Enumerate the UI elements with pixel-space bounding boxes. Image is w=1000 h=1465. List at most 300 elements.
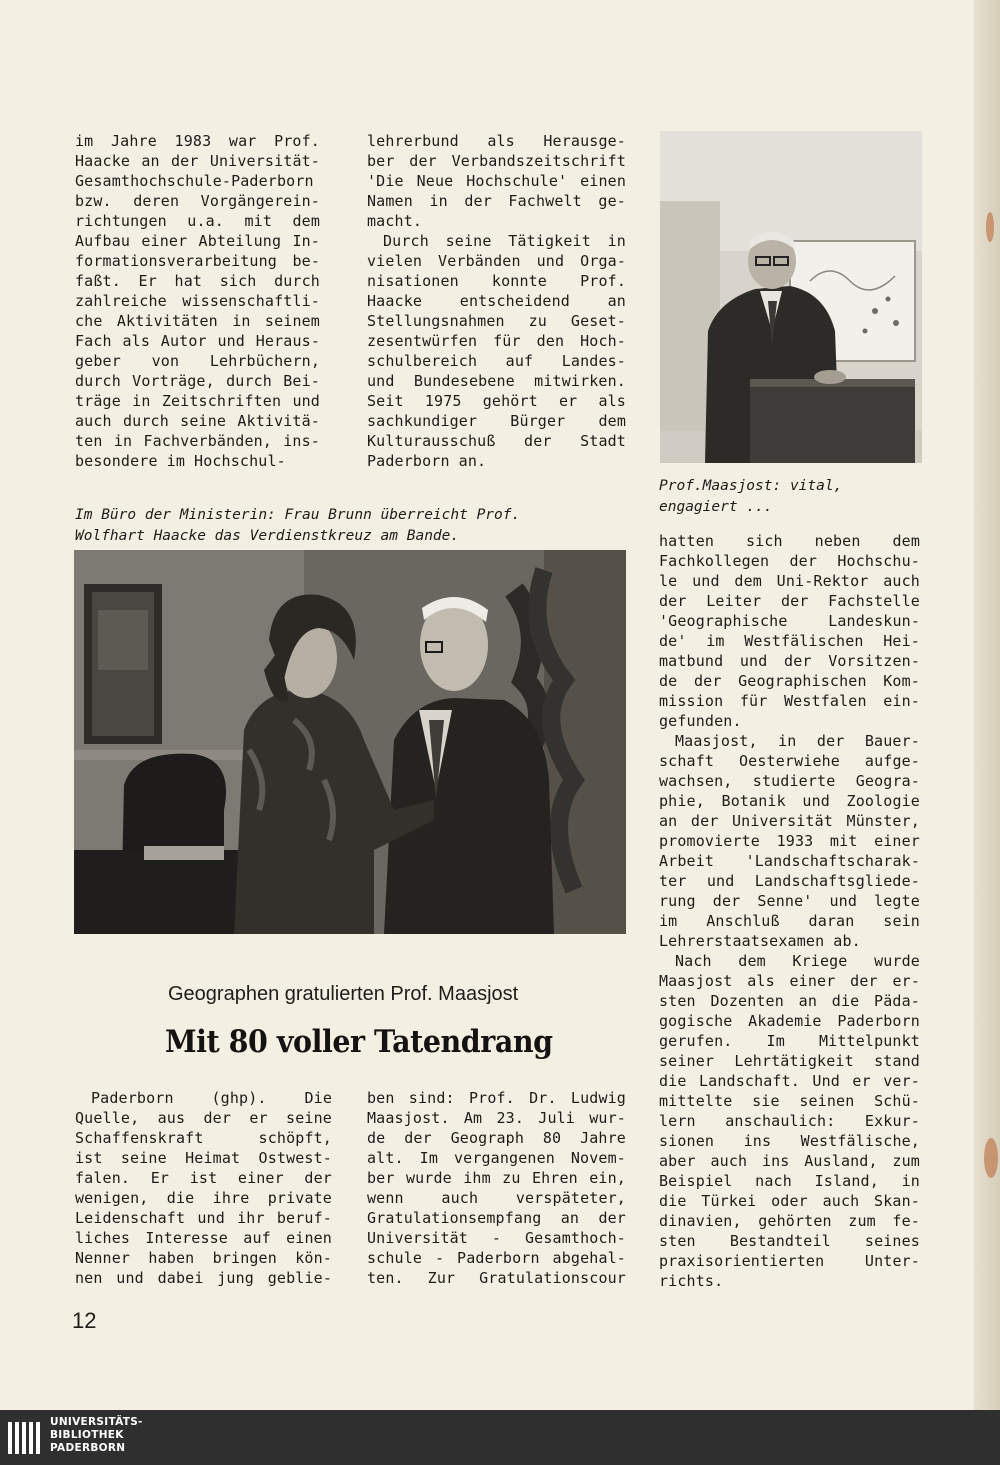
word: anschaulich: (725, 1112, 836, 1130)
word: Im (766, 1032, 785, 1050)
text-line (75, 291, 320, 311)
word: der (304, 1169, 332, 1187)
text-line (367, 1168, 626, 1188)
word: war (228, 132, 257, 150)
word: ter (659, 872, 687, 890)
word: Durch (383, 232, 429, 250)
word: einer (789, 972, 836, 990)
word: ben (367, 1089, 395, 1107)
article-right-column (659, 531, 920, 1291)
text-line (367, 311, 626, 331)
text-line (75, 1188, 332, 1208)
word: für (493, 332, 521, 350)
text-line (659, 871, 920, 891)
word: aufge- (864, 752, 920, 770)
text-line (75, 151, 320, 171)
text-line (659, 551, 920, 571)
word: le (659, 572, 678, 590)
word: zahlreiche (75, 292, 167, 310)
word: der (409, 152, 437, 170)
word: Tätigkeit (508, 232, 591, 250)
word: ihm (463, 1169, 491, 1187)
word: Maasjost. (367, 1109, 450, 1127)
word: 1975 (424, 392, 462, 410)
word: Er (150, 1169, 170, 1187)
word: Heraus- (255, 332, 320, 350)
word: der (203, 1109, 232, 1127)
word: formationsverarbeitung (75, 252, 277, 270)
word: seinen (799, 1092, 855, 1110)
page-number: 12 (72, 1308, 97, 1333)
word: er (249, 1109, 268, 1127)
word: an (607, 292, 626, 310)
word: wurde (874, 952, 920, 970)
word: Westfälische, (800, 1132, 920, 1150)
text-line (659, 731, 920, 751)
word: Botanik (721, 792, 786, 810)
word: private (267, 1189, 332, 1207)
article-top-column-2 (367, 131, 626, 471)
text-line (75, 251, 320, 271)
word: seine (286, 1109, 332, 1127)
text-line (75, 131, 320, 151)
word: Kom- (883, 672, 920, 690)
word: die (659, 1192, 687, 1210)
word: und (116, 1269, 144, 1287)
text-line (75, 371, 320, 391)
word: Dozenten (710, 992, 784, 1010)
word: Paderborn (457, 1249, 540, 1267)
word: Fach (75, 332, 112, 350)
article-top-column-1 (75, 131, 320, 471)
word: Arbeit (659, 852, 715, 870)
word: zu (502, 1169, 521, 1187)
text-line (75, 431, 320, 451)
word: ten (75, 432, 103, 450)
word: Zeitschriften (161, 392, 282, 410)
text-line (367, 191, 626, 211)
text-line (367, 271, 626, 291)
word: 1933 (776, 832, 814, 850)
word: 23. (496, 1109, 525, 1127)
word: Universität- (209, 152, 320, 170)
text-line (75, 1088, 332, 1108)
word: Beispiel (659, 1172, 733, 1190)
text-line (367, 1108, 626, 1128)
text-line (367, 1148, 626, 1168)
word: als (487, 132, 515, 150)
word: Abteilung (198, 232, 282, 250)
word: für (739, 692, 768, 710)
word: Und (812, 1072, 840, 1090)
word: der (816, 732, 845, 750)
text-line (75, 351, 320, 371)
word: gehört (482, 392, 538, 410)
word: lehrerbund (367, 132, 459, 150)
word: der (171, 152, 199, 170)
word: macht. (367, 212, 423, 230)
word: phie, (659, 792, 705, 810)
word: liches (75, 1229, 131, 1247)
library-logo-icon (6, 1418, 46, 1458)
word: Interesse (145, 1229, 228, 1247)
word: auch (822, 1192, 860, 1210)
text-line (659, 931, 920, 951)
word: auf (243, 1229, 271, 1247)
word: gehörten (758, 1212, 832, 1230)
word: und (692, 572, 720, 590)
text-line (659, 1251, 920, 1271)
word: Am (463, 1109, 483, 1127)
word: wenigen, (75, 1189, 149, 1207)
text-line (367, 351, 626, 371)
text-line (659, 771, 920, 791)
word: Mittelpunkt (818, 1032, 920, 1050)
word: in (778, 732, 797, 750)
word: der (404, 1129, 432, 1147)
word: der (850, 972, 878, 990)
word: in (132, 392, 151, 410)
word: beruf- (276, 1209, 332, 1227)
text-line (75, 411, 320, 431)
word: lern (659, 1112, 696, 1130)
word: an. (458, 452, 487, 470)
text-line (659, 831, 920, 851)
word: nen (75, 1269, 103, 1287)
word: seiner (659, 1052, 715, 1070)
word: Kriege (792, 952, 848, 970)
word: mit (829, 832, 858, 850)
word: Vorträge, (132, 372, 215, 390)
text-line (659, 1051, 920, 1071)
text-line (367, 411, 626, 431)
word: sionen (659, 1132, 715, 1150)
page-scan-edge (974, 0, 1000, 1410)
word: rung (659, 892, 696, 910)
word: 'Geographische (659, 612, 788, 630)
word: Orga- (580, 252, 626, 270)
word: Geogra- (855, 772, 920, 790)
word: durch (123, 412, 169, 430)
text-line (659, 1231, 920, 1251)
word: Westfälischen (744, 632, 864, 650)
word: und (739, 652, 768, 670)
photo-ministry-award-image (74, 550, 626, 934)
word: der (659, 592, 687, 610)
word: Geograph (450, 1129, 525, 1147)
word: der (784, 652, 812, 670)
word: ihre (212, 1189, 250, 1207)
word: Juli (538, 1109, 575, 1127)
word: in (429, 192, 448, 210)
text-line (659, 1211, 920, 1231)
word: wenn (367, 1189, 404, 1207)
word: dem (598, 412, 626, 430)
text-line (659, 891, 920, 911)
text-line (659, 1011, 920, 1031)
word: Nach (675, 952, 712, 970)
word: entscheidend (459, 292, 570, 310)
text-line (75, 1228, 332, 1248)
word: mittelte (659, 1092, 733, 1110)
text-line (367, 331, 626, 351)
word: Landschaft. (698, 1072, 800, 1090)
text-line (659, 1071, 920, 1091)
word: Landschaftsgliede- (754, 872, 920, 890)
word: ist (189, 1169, 218, 1187)
word: neben (814, 532, 861, 550)
word: Prof. (468, 1089, 515, 1107)
word: Vorsitzen- (828, 652, 920, 670)
word: haben (148, 1249, 195, 1267)
word: Maasjost (659, 972, 733, 990)
word: wachsen, (659, 772, 733, 790)
word: der (464, 192, 492, 210)
word: hat (174, 272, 203, 290)
text-line (659, 711, 920, 731)
word: legte (874, 892, 920, 910)
word: Universität (367, 1229, 468, 1247)
word: an (141, 152, 160, 170)
text-line (75, 1268, 332, 1288)
word: sachkundiger (367, 412, 478, 430)
word: Autor (160, 332, 207, 350)
word: richts. (659, 1272, 724, 1290)
word: der (780, 592, 809, 610)
text-line (367, 291, 626, 311)
word: de (367, 1129, 386, 1147)
word: konnte (491, 272, 547, 290)
text-line (659, 571, 920, 591)
word: der (690, 812, 719, 830)
word: einen (286, 1229, 332, 1247)
word: de' (659, 632, 687, 650)
word: promovierte (659, 832, 760, 850)
paper-stain (984, 1138, 998, 1178)
word: de (659, 672, 678, 690)
word: und (829, 892, 858, 910)
text-line (367, 1268, 626, 1288)
word: Bestandteil (729, 1232, 831, 1250)
word: Heimat (185, 1149, 241, 1167)
word: Lehrbüchern, (209, 352, 320, 370)
word: Quelle, (75, 1109, 140, 1127)
word: verspäteter, (515, 1189, 626, 1207)
photo-ministry-caption: Im Büro der Ministerin: Frau Brunn überreicht Prof. Wolfhart Haacke das Verdienstkreuz am Bande. (75, 507, 521, 544)
word: Münster, (846, 812, 920, 830)
text-line (659, 651, 920, 671)
word: nisationen (367, 272, 459, 290)
word: Gesamthochschule-Paderborn (75, 172, 314, 190)
word: im (166, 452, 186, 470)
word: in (901, 1172, 920, 1190)
word: Landes- (561, 352, 626, 370)
word: Aktivitä- (237, 412, 320, 430)
word: abgehal- (552, 1249, 626, 1267)
word: studierte (752, 772, 836, 790)
word: schöpft, (258, 1129, 332, 1147)
word: im (659, 912, 678, 930)
word: durch (274, 272, 320, 290)
text-line (367, 1248, 626, 1268)
word: zesentwürfen (367, 332, 478, 350)
word: mit (244, 212, 272, 230)
word: Gratulationsempfang (367, 1209, 542, 1227)
text-line (75, 1248, 332, 1268)
word: gefunden. (659, 712, 742, 730)
library-footer (0, 1410, 1000, 1465)
word: und (367, 372, 395, 390)
word: Prof. (580, 272, 626, 290)
word: ins- (283, 432, 320, 450)
word: seine (180, 412, 227, 430)
word: stand (874, 1052, 920, 1070)
word: träge (75, 392, 121, 410)
word: praxisorientierten (659, 1252, 825, 1270)
word: Landeskun- (828, 612, 920, 630)
text-line (367, 391, 626, 411)
word: geblie- (267, 1269, 332, 1287)
word: sich (219, 272, 257, 290)
word: Jahre (580, 1129, 626, 1147)
word: Bürger (510, 412, 566, 430)
word: ber (367, 1169, 395, 1187)
word: sie (752, 1092, 780, 1110)
text-line (367, 171, 626, 191)
text-line (367, 451, 626, 471)
word: im (706, 632, 725, 650)
word: Schaffenskraft (75, 1129, 204, 1147)
word: dem (892, 532, 920, 550)
word: 1983 (174, 132, 212, 150)
word: er (558, 392, 578, 410)
word: als (122, 332, 151, 350)
word: dem (292, 212, 320, 230)
text-line (659, 911, 920, 931)
word: Gesamthoch- (525, 1229, 626, 1247)
word: auch (883, 572, 920, 590)
article-headline: Mit 80 voller Tatendrang (165, 1024, 553, 1060)
word: ten. (367, 1269, 404, 1287)
text-line (367, 1208, 626, 1228)
word: Fachkollegen (659, 552, 770, 570)
article-bottom-column-2 (367, 1088, 626, 1288)
word: wur- (589, 1109, 626, 1127)
word: sich (746, 532, 783, 550)
word: ins (761, 1152, 790, 1170)
word: als (598, 392, 626, 410)
word: jung (217, 1269, 254, 1287)
word: Stadt (580, 432, 626, 450)
word: schule (367, 1249, 423, 1267)
word: gogische (659, 1012, 733, 1030)
word: Fachstelle (828, 592, 920, 610)
word: Westfalen (784, 692, 867, 710)
word: - (491, 1229, 502, 1247)
word: Unter- (864, 1252, 920, 1270)
word: zum (848, 1212, 876, 1230)
word: kön- (295, 1249, 332, 1267)
text-line (75, 1108, 332, 1128)
word: Uni-Rektor (776, 572, 869, 590)
text-line (367, 231, 626, 251)
word: Stellungsnahmen (367, 312, 505, 330)
word: durch (75, 372, 121, 390)
word: Vorgängerein- (200, 192, 320, 210)
word: dinavien, (659, 1212, 742, 1230)
word: wissenschaftli- (182, 292, 320, 310)
word: schaft (659, 752, 715, 770)
word: besondere (75, 452, 158, 470)
word: er- (892, 972, 920, 990)
word: auf (505, 352, 534, 370)
word: ein, (589, 1169, 626, 1187)
word: mitwirken. (534, 372, 626, 390)
word: Seit (367, 392, 404, 410)
word: der (693, 672, 722, 690)
word: schulbereich (367, 352, 478, 370)
text-line (75, 271, 320, 291)
word: Kulturausschuß (367, 432, 496, 450)
text-line (367, 151, 626, 171)
word: Island, (814, 1172, 879, 1190)
word: hatten (659, 532, 715, 550)
word: Ostwest- (258, 1149, 332, 1167)
word: nach (755, 1172, 792, 1190)
word: der (524, 432, 552, 450)
text-line (659, 1031, 920, 1051)
word: ein- (883, 692, 920, 710)
paper-stain (986, 212, 994, 242)
word: und (217, 332, 245, 350)
word: ins (743, 1132, 772, 1150)
word: dabei (157, 1269, 204, 1287)
word: und (706, 872, 735, 890)
word: und (292, 392, 320, 410)
word: ver- (883, 1072, 920, 1090)
word: Fachwelt (508, 192, 582, 210)
text-line (75, 391, 320, 411)
text-line (367, 1088, 626, 1108)
word: Ausland, (804, 1152, 878, 1170)
word: Herausge- (543, 132, 626, 150)
word: und (536, 252, 565, 270)
word: Oesterwiehe (739, 752, 840, 770)
word: sten (659, 1232, 696, 1250)
text-line (659, 991, 920, 1011)
word: Verbandszeitschrift (451, 152, 626, 170)
word: ge- (598, 192, 626, 210)
text-line (367, 1228, 626, 1248)
word: Nenner (75, 1249, 131, 1267)
word: aus (157, 1109, 186, 1127)
word: in (607, 232, 626, 250)
word: bzw. (75, 192, 112, 210)
word: Paderborn (367, 452, 450, 470)
word: in (113, 432, 133, 450)
word: vielen (367, 252, 423, 270)
text-line (367, 371, 626, 391)
word: zum (892, 1152, 920, 1170)
word: Exkur- (864, 1112, 920, 1130)
word: seines (864, 1232, 920, 1250)
word: Zur (427, 1269, 456, 1287)
text-line (367, 1188, 626, 1208)
text-line (659, 691, 920, 711)
word: Haacke (367, 292, 423, 310)
word: richtungen (75, 212, 167, 230)
word: sein (883, 912, 920, 930)
